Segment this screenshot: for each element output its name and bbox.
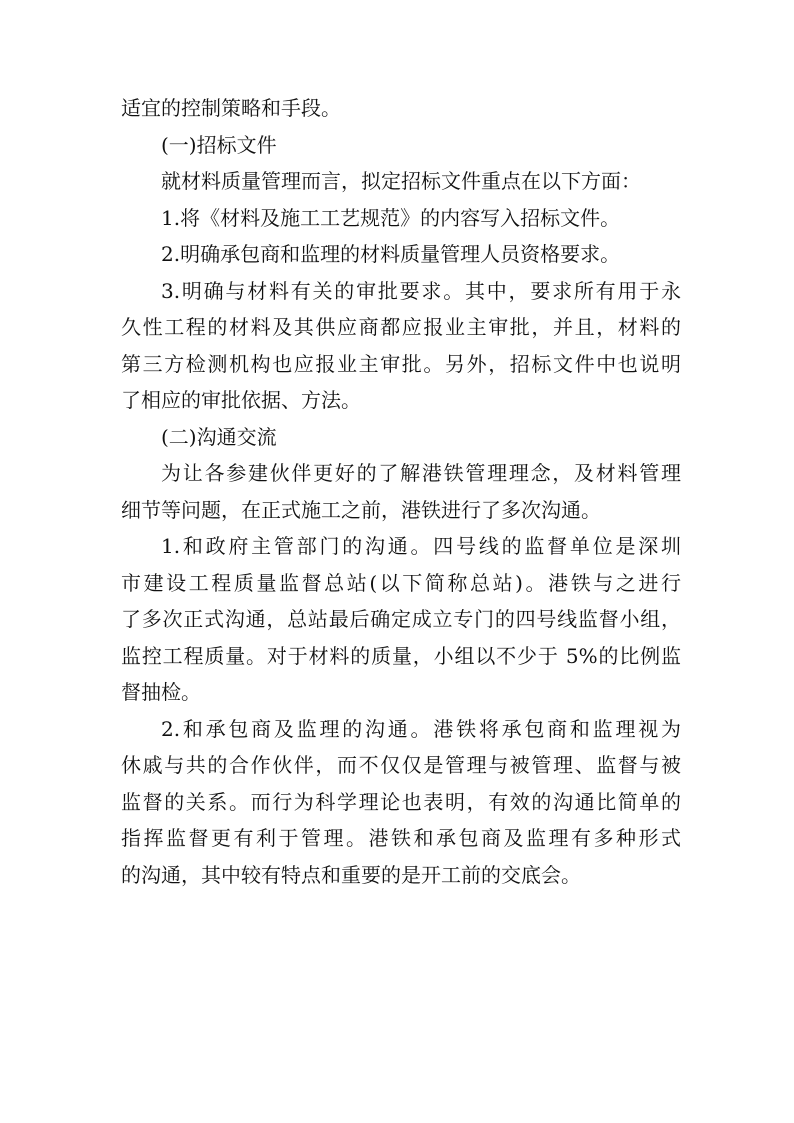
text-line: 的沟通，其中较有特点和重要的是开工前的交底会。 bbox=[121, 862, 581, 887]
list-item: 2.和承包商及监理的沟通。港铁将承包商和监理视为 bbox=[161, 716, 681, 741]
text-line: 适宜的控制策略和手段。 bbox=[121, 96, 341, 120]
text-line: 细节等问题，在正式施工之前，港铁进行了多次沟通。 bbox=[121, 497, 601, 522]
text-line: 久性工程的材料及其供应商都应报业主审批，并且，材料的 bbox=[121, 315, 681, 339]
section-heading: (二)沟通交流 bbox=[161, 424, 277, 449]
list-item: 1.将《材料及施工工艺规范》的内容写入招标文件。 bbox=[161, 205, 621, 230]
text-line: 市建设工程质量监督总站(以下简称总站)。港铁与之进行 bbox=[121, 570, 681, 595]
text-line: 了相应的审批依据、方法。 bbox=[121, 388, 361, 412]
text-line: 第三方检测机构也应报业主审批。另外，招标文件中也说明 bbox=[121, 351, 681, 376]
text-line: 监督的关系。而行为科学理论也表明，有效的沟通比简单的 bbox=[121, 789, 681, 814]
text-line: 为让各参建伙伴更好的了解港铁管理理念，及材料管理 bbox=[161, 461, 681, 485]
document-body bbox=[121, 90, 681, 893]
section-heading: (一)招标文件 bbox=[161, 132, 277, 157]
text-line: 休戚与共的合作伙伴，而不仅仅是管理与被管理、监督与被 bbox=[121, 753, 681, 777]
text-line: 监控工程质量。对于材料的质量，小组以不少于 5%的比例监 bbox=[121, 643, 681, 668]
text-line: 督抽检。 bbox=[121, 680, 201, 704]
list-item: 2.明确承包商和监理的材料质量管理人员资格要求。 bbox=[161, 242, 621, 266]
list-item: 3.明确与材料有关的审批要求。其中，要求所有用于永 bbox=[161, 278, 681, 303]
list-item: 1.和政府主管部门的沟通。四号线的监督单位是深圳 bbox=[161, 534, 681, 558]
text-line: 就材料质量管理而言，拟定招标文件重点在以下方面： bbox=[161, 169, 641, 193]
text-line: 了多次正式沟通，总站最后确定成立专门的四号线监督小组， bbox=[121, 607, 681, 631]
text-line: 指挥监督更有利于管理。港铁和承包商及监理有多种形式 bbox=[121, 826, 681, 850]
